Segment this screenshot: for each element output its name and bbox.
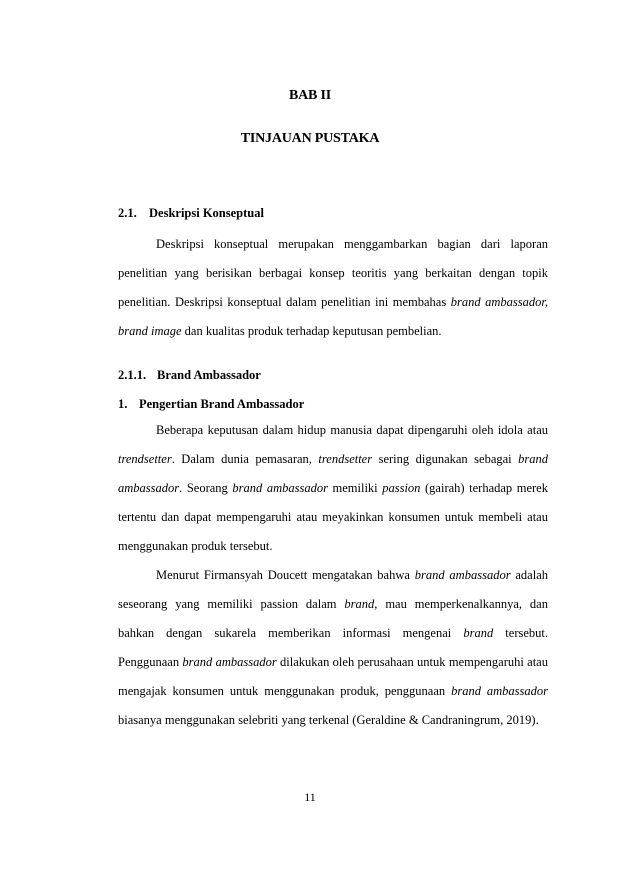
paragraph-pengertian bbox=[118, 416, 548, 561]
subsection-title: Pengertian Brand Ambassador bbox=[139, 397, 305, 411]
section-title: Deskripsi Konseptual bbox=[149, 206, 264, 220]
italic-term: passion bbox=[382, 481, 421, 495]
paragraph-deskripsi bbox=[118, 230, 548, 346]
page-number: 11 bbox=[304, 790, 316, 804]
italic-term: trendsetter bbox=[118, 452, 172, 466]
text-run: sering digunakan sebagai bbox=[372, 452, 519, 466]
italic-term: brand bbox=[344, 597, 375, 611]
italic-term: brand image bbox=[118, 324, 182, 338]
text-run: Beberapa keputusan dalam hidup manusia dapat dipengaruhi oleh idola atau bbox=[156, 423, 548, 437]
text-run: memiliki bbox=[327, 481, 383, 495]
text-run: . Dalam dunia pemasaran, bbox=[171, 452, 319, 466]
text-run: dan kualitas produk terhadap keputusan pembelian. bbox=[181, 324, 442, 338]
italic-term: brand ambassador bbox=[118, 452, 548, 495]
text-run: tersebut. Penggunaan bbox=[118, 626, 548, 669]
italic-term: brand bbox=[463, 626, 494, 640]
italic-term: brand ambassador bbox=[451, 684, 548, 698]
chapter-title: TINJAUAN PUSTAKA bbox=[240, 131, 380, 146]
text-run: dilakukan oleh perusahaan untuk mempengaruhi atau mengajak konsumen untuk menggunakan produk, penggunaan bbox=[118, 655, 548, 698]
subsection-heading-1 bbox=[118, 397, 304, 412]
italic-term: brand ambassador, bbox=[450, 295, 548, 309]
italic-term: brand ambassador bbox=[232, 481, 328, 495]
subsection-number: 1. bbox=[118, 397, 128, 411]
section-number: 2.1.1. bbox=[118, 368, 147, 382]
section-title: Brand Ambassador bbox=[157, 368, 261, 382]
text-run: . Seorang bbox=[179, 481, 233, 495]
italic-term: brand ambassador bbox=[414, 568, 511, 582]
text-run: Menurut Firmansyah Doucett mengatakan bahwa bbox=[156, 568, 415, 582]
chapter-number: BAB II bbox=[289, 88, 331, 103]
text-run: biasanya menggunakan selebriti yang terkenal (Geraldine & Candraningrum, 2019). bbox=[118, 713, 539, 727]
text-run: Deskripsi konseptual merupakan menggambarkan bagian dari laporan penelitian yang berisikan berbagai konsep teoritis yang berkaitan dengan topik penelitian. Deskripsi konseptual dalam penelitian ini membahas bbox=[118, 237, 548, 309]
italic-term: trendsetter bbox=[318, 452, 373, 466]
section-heading-2-1-1 bbox=[118, 368, 261, 383]
italic-term: brand ambassador bbox=[182, 655, 277, 669]
section-heading-2-1 bbox=[118, 206, 264, 221]
text-run: adalah seseorang yang memiliki passion dalam bbox=[118, 568, 548, 611]
section-number: 2.1. bbox=[118, 206, 137, 220]
text-run: (gairah) terhadap merek tertentu dan dapat mempengaruhi atau meyakinkan konsumen untuk membeli atau menggunakan produk tersebut. bbox=[118, 481, 548, 553]
text-run: , mau memperkenalkannya, dan bahkan dengan sukarela memberikan informasi mengenai bbox=[118, 597, 548, 640]
paragraph-firmansyah bbox=[118, 561, 548, 735]
